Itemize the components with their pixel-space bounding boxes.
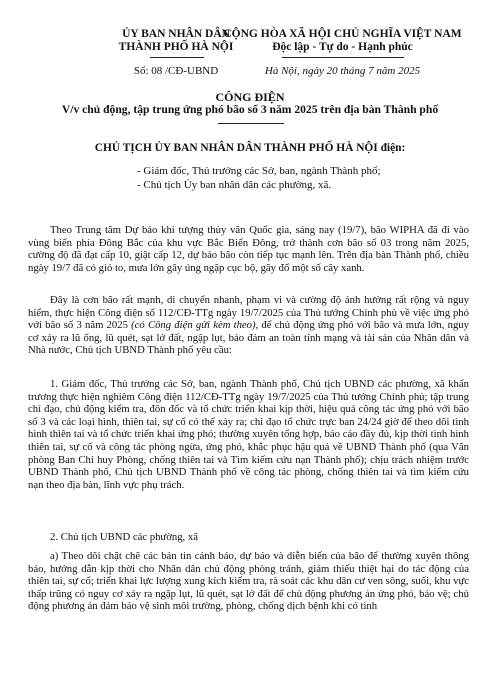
paragraph-forecast: Theo Trung tâm Dự báo khí tượng thủy văn Quốc gia, sáng nay (19/7), bão WIPHA đã đi vào vùng biển phía Đông Bắc của khu vực Bắc Biển Đông, trở thành cơn bão số 03 trong năm 2025, cường độ đã đạt cấp 10, giật cấp 12, dự báo bão còn tiếp tục mạnh lên. Trên địa bàn Thành phố, chiều ngày 19/7 đã có gió to, mưa lớn gây úng ngập cục bộ, gãy đổ một số cây xanh.: [28, 224, 469, 274]
agency-name-line2: THÀNH PHỐ HÀ NỘI: [118, 41, 234, 53]
attachment-note: (có Công điện gửi kèm theo): [131, 319, 256, 332]
document-title: CÔNG ĐIỆN: [215, 90, 285, 104]
recipient-item: - Chủ tịch Ủy ban nhân dân các phường, xã.: [137, 179, 332, 191]
national-motto: Độc lập - Tự do - Hạnh phúc: [272, 41, 413, 53]
paragraph-directive-intro: [28, 294, 469, 357]
recipient-item: - Giám đốc, Thủ trưởng các Sở, ban, ngành Thành phố;: [137, 165, 381, 177]
document-number: Số: 08 /CĐ-UBND: [133, 65, 219, 77]
paragraph-item-1: 1. Giám đốc, Thủ trưởng các Sở, ban, ngành Thành phố, Chủ tịch UBND các phường, xã khẩn trương thực hiện nghiêm Công điện 112/CĐ-TTg ngày 19/7/2025 của Thủ tướng Chính phủ; tập trung chỉ đạo, chủ động kiểm tra, đôn đốc và tổ chức triển khai kịp thời, hiệu quả công tác ứng phó với bão số 3 và các loại hình, thiên tai, sự cố có thể xảy ra; chỉ đạo tổ chức trực ban 24/24 giờ để theo dõi tình hình thiên tai và tổ chức triển khai ứng phó; thường xuyên tổng hợp, báo cáo đầy đủ, kịp thời tình hình thiên tai, sự cố và công tác phòng ngừa, ứng phó, khắc phục hậu quả về UBND Thành phố (qua Văn phòng Ban Chỉ huy Phòng, chống thiên tai và Tìm kiếm cứu nạn Thành phố); chịu trách nhiệm trước UBND Thành phố, Chủ tịch UBND Thành phố về công tác phòng, chống thiên tai và tìm kiếm cứu nạn theo địa bàn, lĩnh vực phụ trách.: [28, 378, 469, 491]
document-date: Hà Nội, ngày 20 tháng 7 năm 2025: [264, 65, 421, 77]
paragraph-item-2a: a) Theo dõi chặt chẽ các bản tin cảnh báo, dự báo và diễn biến của bão để thường xuyên thông báo, hướng dẫn kịp thời cho Nhân dân chủ động phòng tránh, giảm thiểu thiệt hại do tác động của thiên tai, sự cố; triển khai lực lượng xung kích kiểm tra, rà soát các khu dân cư ven sông, suối, khu vực thấp trũng có nguy cơ xảy ra ngập lụt, lũ quét, sạt lở đất để chủ động phương án ứng phó, bảo vệ; chủ động phương án đảm bảo vệ sinh môi trường, phòng, chống dịch bệnh khi có tình: [28, 550, 469, 613]
agency-underline: [150, 57, 204, 58]
recipient-list: [137, 164, 467, 192]
motto-underline: [282, 57, 404, 58]
sender-line: CHỦ TỊCH ỦY BAN NHÂN DÂN THÀNH PHỐ HÀ NỘI điện:: [94, 142, 406, 154]
subject-underline: [218, 123, 284, 124]
motto-block: [215, 28, 470, 54]
directive-intro-text-end: , để chủ động ứng phó với bão và mưa lớn, nguy cơ xảy ra lũ ống, lũ quét, sạt lở đất, ngập lụt, bảo đảm an toàn tính mạng và tài sản của Nhân dân và Nhà nước, Chủ tịch UBND Thành phố yêu cầu:: [28, 319, 469, 357]
document-subject: V/v chủ động, tập trung ứng phó bão số 3 năm 2025 trên địa bàn Thành phố: [61, 103, 439, 116]
agency-name-line1: ỦY BAN NHÂN DÂN: [122, 28, 230, 40]
paragraph-item-2-heading: 2. Chủ tịch UBND các phường, xã: [50, 531, 198, 543]
directive-intro-text: Đây là cơn bão rất mạnh, di chuyển nhanh, phạm vi và cường độ ảnh hưởng rất rộng và nguy hiểm, thực hiện Công điện số 112/CĐ-TTg ngày 19/7/2025 của Thủ tướng Chính phủ về việc ứng phó với bão số 3 năm 2025: [28, 294, 469, 332]
national-title: CỘNG HÒA XÃ HỘI CHỦ NGHĨA VIỆT NAM: [223, 28, 462, 40]
